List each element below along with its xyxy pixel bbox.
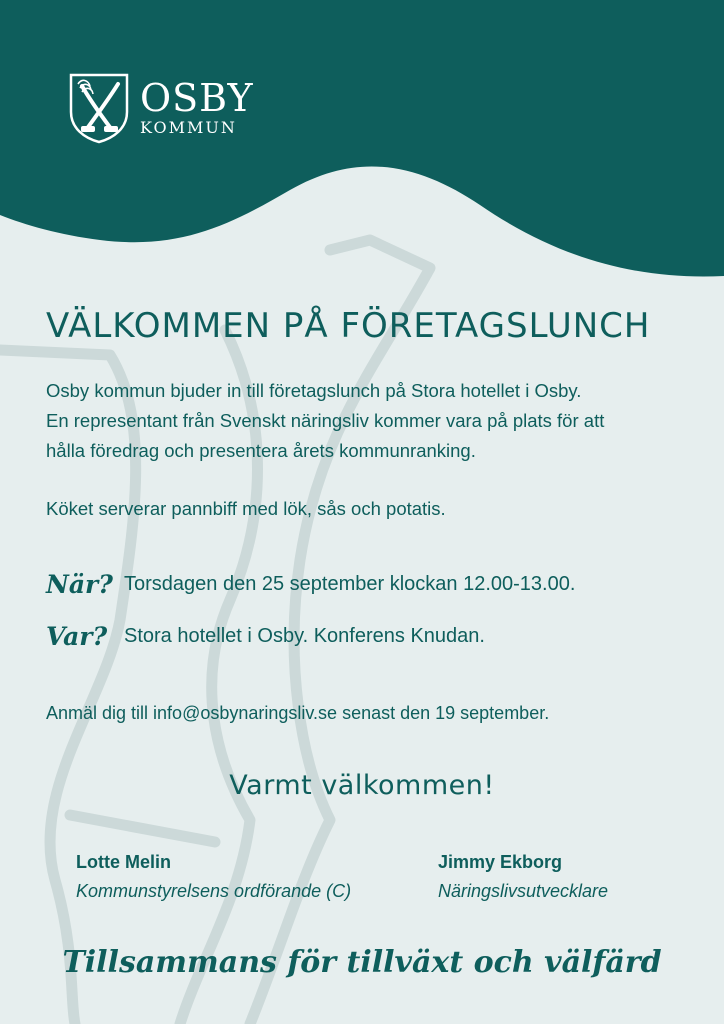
rsvp-text: Anmäl dig till info@osbynaringsliv.se senast den 19 september. <box>46 703 550 723</box>
signatory-role: Näringslivsutvecklare <box>438 881 609 901</box>
when-row <box>46 570 575 599</box>
when-value: Torsdagen den 25 september klockan 12.00-13.00. <box>124 573 576 595</box>
where-row <box>46 622 485 651</box>
intro-line: Osby kommun bjuder in till företagslunch på Stora hotellet i Osby. <box>46 380 582 401</box>
signatory-role: Kommunstyrelsens ordförande (C) <box>76 881 352 901</box>
intro-paragraph <box>46 376 706 466</box>
menu-text: Köket serverar pannbiff med lök, sås och potatis. <box>46 498 446 519</box>
where-label: Var? <box>46 622 108 651</box>
tagline: Tillsammans för tillväxt och välfärd <box>62 945 662 980</box>
logo-name: OSBY <box>140 75 254 120</box>
signatory-name: Jimmy Ekborg <box>438 852 563 872</box>
signatory-name: Lotte Melin <box>76 852 171 872</box>
when-label: När? <box>46 570 113 599</box>
osby-kommun-logo <box>68 72 254 144</box>
welcome-text: Varmt välkommen! <box>229 770 495 801</box>
page-title: VÄLKOMMEN PÅ FÖRETAGSLUNCH <box>46 306 651 346</box>
crossed-keys-shield-icon <box>68 72 130 144</box>
intro-line: En representant från Svenskt näringsliv kommer vara på plats för att <box>46 410 605 431</box>
signatory-right <box>438 852 608 902</box>
signatory-left <box>76 852 351 902</box>
where-value: Stora hotellet i Osby. Konferens Knudan. <box>124 625 485 647</box>
intro-line: hålla föredrag och presentera årets kommunranking. <box>46 440 476 461</box>
logo-subtitle: KOMMUN <box>140 117 237 137</box>
